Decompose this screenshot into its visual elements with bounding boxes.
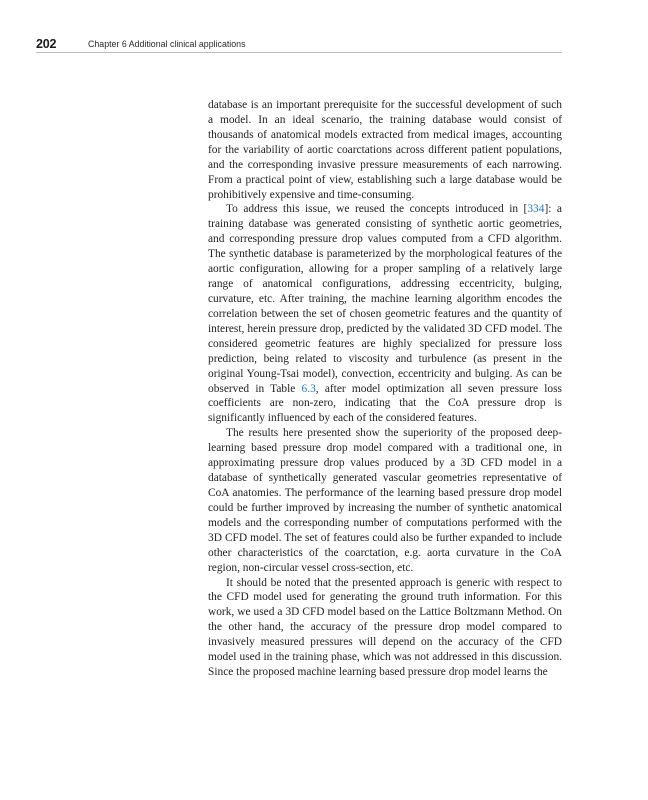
body-text [208, 98, 562, 680]
page-number: 202 [36, 37, 57, 51]
table-link-6-3[interactable]: 6.3 [301, 382, 316, 395]
paragraph-3: The results here presented show the superiority of the proposed deep-learning based pressure drop model compared with a traditional one, in approximating pressure drop values produced by a 3D CFD model in a database of synthetically generated vascular geometries representative of CoA anatomies. The performance of the learning based pressure drop model could be further improved by increasing the number of synthetic anatomical models and the corresponding number of computations performed with the 3D CFD model. The set of features could also be further expanded to include other characteristics of the coarctation, e.g. aorta curvature in the CoA region, non-circular vessel cross-section, etc. [208, 427, 562, 574]
chapter-title: Chapter 6 Additional clinical applications [88, 39, 246, 50]
paragraph-4: It should be noted that the presented approach is generic with respect to the CFD model used for generating the ground truth information. For this work, we used a 3D CFD model based on the Lattice Boltzmann Method. On the other hand, the accuracy of the pressure drop model compared to invasively measured pressures will depend on the accuracy of the CFD model used in the training phase, which was not addressed in this discussion. Since the proposed machine learning based pressure drop model learns the [208, 576, 562, 679]
paragraph-2-text-a: To address this issue, we reused the concepts introduced in [ [226, 203, 528, 216]
citation-link-334[interactable]: 334 [527, 203, 545, 216]
paragraph-1: database is an important prerequisite for the successful development of such a model. In an ideal scenario, the training database would consist of thousands of anatomical models extracted from medical images, accounting for the variability of aortic coarctations across different patient populations, and the corresponding invasive pressure measurements of each narrowing. From a practical point of view, establishing such a large database would be prohibitively expensive and time-consuming. [208, 99, 562, 201]
running-head [36, 38, 562, 53]
paragraph-2-text-c: , after model optimization all seven pressure loss coefficients are non-zero, indicating that the CoA pressure drop is significantly influenced by each of the considered features. [208, 382, 562, 425]
paragraph-2 [208, 202, 562, 426]
paragraph-2-text-b: ]: a training database was generated consisting of synthetic aortic geometries, and corresponding pressure drop values computed from a CFD algorithm. The synthetic database is parameterized by the morphological features of the aortic configuration, allowing for a proper sampling of a relatively large range of anatomical configurations, addressing eccentricity, bulging, curvature, etc. After training, the machine learning algorithm encodes the correlation between the set of chosen geometric features and the quantity of interest, herein pressure drop, predicted by the validated 3D CFD model. The considered geometric features are highly specialized for pressure loss prediction, being related to viscosity and turbulence (as present in the original Young-Tsai model), convection, eccentricity and bulging. As can be observed in Table [208, 203, 562, 395]
